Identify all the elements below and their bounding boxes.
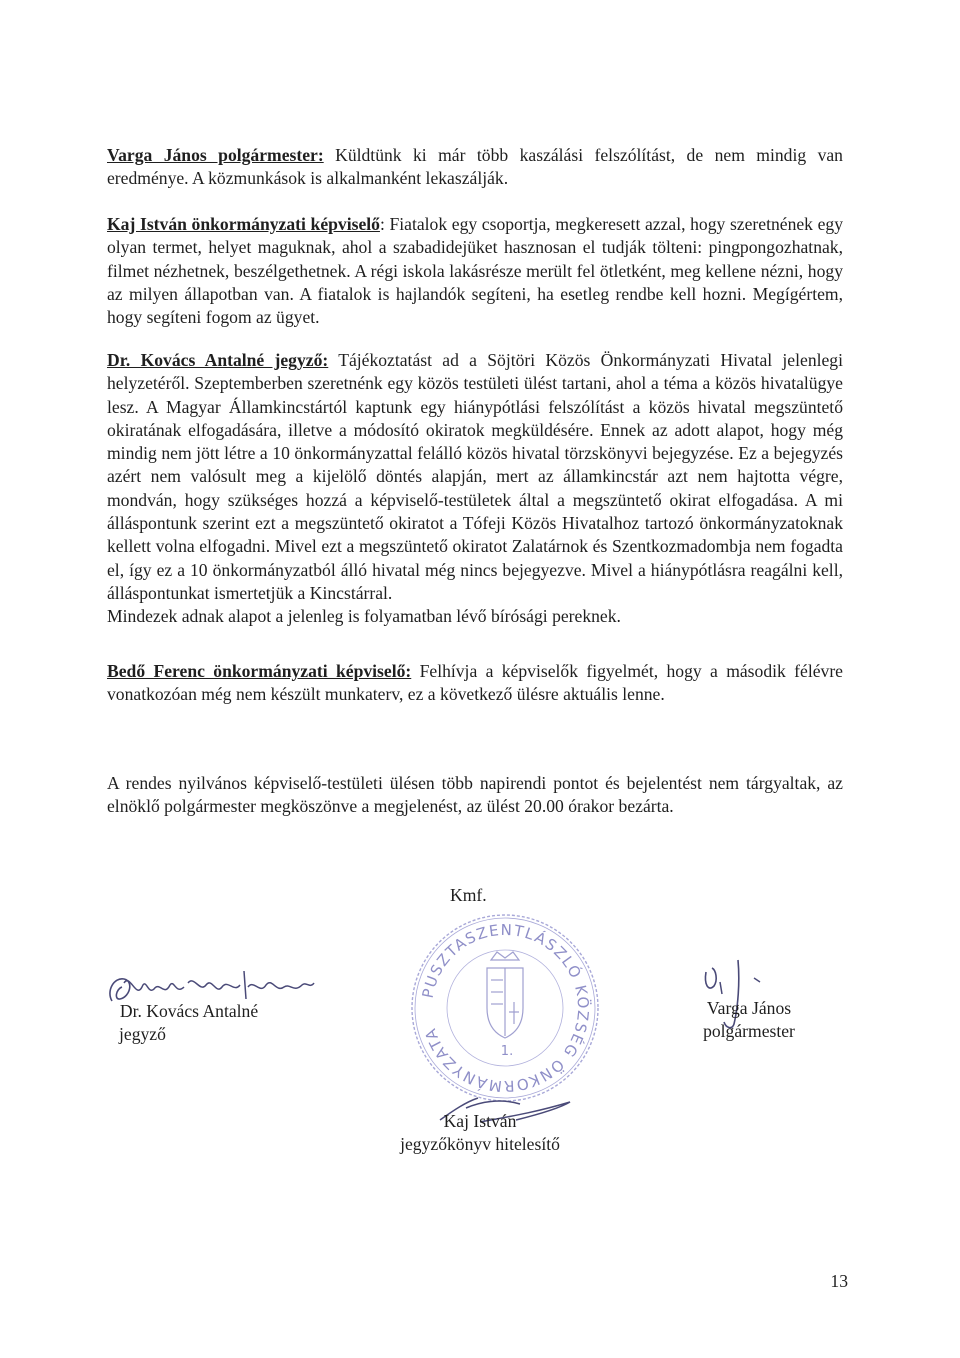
stamp-ring-text: PUSZTASZENTLÁSZLÓ KÖZSÉG ÖNKORMÁNYZATA: [418, 920, 593, 1096]
paragraph-text: Felhívja a képviselők figyelmét, hogy a második félévre vonatkozóan még nem készült munkaterv, ez a következő ülésre aktuális lenne.: [107, 661, 843, 705]
signer-name: Kaj István: [443, 1111, 517, 1131]
signer-title: jegyző: [119, 1024, 166, 1045]
kmf-label: Kmf.: [450, 885, 487, 905]
signer-title: jegyzőkönyv hitelesítő: [400, 1134, 560, 1155]
speaker-label: Varga János polgármester:: [107, 145, 324, 165]
paragraph-kaj-istvan: [107, 213, 843, 329]
signer-title: polgármester: [703, 1021, 795, 1042]
paragraph-text: : Fiatalok egy csoportja, megkeresett azzal, hogy szeretnének egy olyan termet, helyet maguknak, ahol a szabadidejüket hasznosan el tudják tölteni: pingpongozhatnak, filmet nézhetnek, beszélgethetnek. A régi iskola lakásrésze merült fel ötletként, meg kellene nézni, hogy az milyen állapotban van. A fiatalok is hajlandók segíteni, ha esetleg rendbe kell hozni. Megígértem, hogy segíteni fogom az ügyet.: [107, 214, 844, 328]
paragraph-notary: [107, 349, 843, 629]
paragraph-mayor: [107, 144, 843, 191]
signer-name: Varga János: [706, 998, 792, 1018]
coat-of-arms-icon: [487, 952, 523, 1038]
signature-bottom: [370, 1110, 590, 1157]
official-stamp: [405, 908, 605, 1108]
stamp-number: 1.: [500, 1044, 514, 1059]
paragraph-text: Tájékoztatást ad a Söjtöri Közös Önkormányzati Hivatal jelenlegi helyzetéről. Szeptemberben szeretnénk egy közös testületi ülést tartani, ahol a téma a közös hivatalügye lesz. A Magyar Államkincstártól kaptunk egy hiánypótlási felszólítást a közös hivatal megszüntető okiratának elfogadására, illetve a módosító okiratok megküldésére. Ennek az adott alapot, hogy még mindig nem jött létre a 10 önkormányzattal felálló közös hivatal törzskönyvi bejegyzése. Ez a bejegyzés azért nem valósult meg a kijelölő döntés alapján, mert az államkincstár azt nem hajtotta végre, mondván, hogy szükséges hozzá a képviselő-testületek által a megszüntető okirat elfogadása. A mi álláspontunk szerint ezt a megszüntető okiratot a Tófeji Közös Hivatalhoz tartozó önkormányzatoknak kellett volna elfogadni. Mivel ezt a megszüntető okiratot Zalatárnok és Szentkozmadombja nem fogadta el, így ez a 10 önkormányzatból álló hivatal még nincs bejegyezve. Mivel a hiánypótlásra reagálni kell, álláspontunkat ismertetjük a Kincstárral.: [107, 350, 843, 603]
closing-paragraph: A rendes nyilvános képviselő-testületi ülésen több napirendi pontot és bejelentést nem tárgyaltak, az elnöklő polgármester megköszönve a megjelenést, az ülést 20.00 órakor bezárta.: [107, 773, 843, 817]
paragraph-text: Küldtünk ki már több kaszálási felszólítást, de nem mindig van eredménye. A közmunkások is alkalmanként lekaszálják.: [107, 145, 843, 189]
speaker-label: Dr. Kovács Antalné jegyző:: [107, 350, 329, 370]
speaker-label: Kaj István önkormányzati képviselő: [107, 214, 380, 234]
paragraph-text-continued: Mindezek adnak alapot a jelenleg is folyamatban lévő bírósági pereknek.: [107, 606, 621, 627]
speaker-label: Bedő Ferenc önkormányzati képviselő:: [107, 661, 412, 681]
signature-left: [99, 1000, 279, 1047]
paragraph-bedo-ferenc: [107, 660, 843, 707]
page-number: 13: [830, 1271, 848, 1291]
signature-right: [664, 997, 834, 1044]
signer-name: Dr. Kovács Antalné: [119, 1001, 259, 1021]
